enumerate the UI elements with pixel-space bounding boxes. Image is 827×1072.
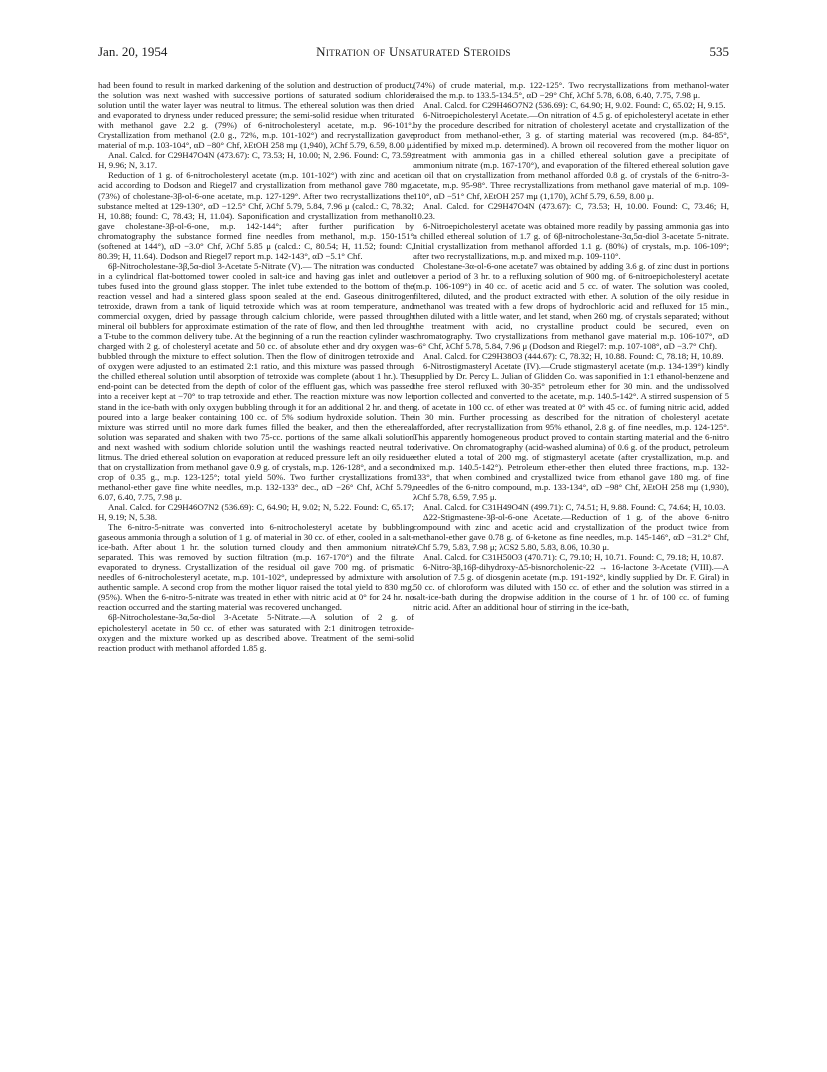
running-header [98,44,729,64]
header-date: Jan. 20, 1954 [98,44,168,59]
paragraph: Anal. Calcd. for C29H38O3 (444.67): C, 78.32; H, 10.88. Found: C, 78.18; H, 10.89. [423,351,724,362]
header-title: Nitration of Unsaturated Steroids [316,44,511,59]
paragraph: Reduction of 1 g. of 6-nitrocholesteryl acetate (m.p. 101-102°) with zinc and acetic acid according to Dodson and Riegel7 and crystallization from methanol gave 780 mg. (73%) of cholestane-3β-ol-6-one acetate, m.p. 127-129°. After two recrystallizations the substance melted at 129-130°, αD −12.5° Chf, λChf 5.79, 5.84, 7.96 μ (calcd.: C, 78.32; H, 10.88; found: C, 78.43; H, 11.04). Saponification and crystallization from methanol gave cholestane-3β-ol-6-one, m.p. 142-144°; after further purification by chromatography the substance formed fine needles from methanol, m.p. 150-151° (softened at 144°), αD −3.0° Chf, λChf 5.85 μ (calcd.: C, 80.54; H, 11.52; found: C, 80.39; H, 11.64). Dodson and Riegel7 report m.p. 142-143°, αD −5.1° Chf. [98,170,414,261]
paragraph: Anal. Calcd. for C29H46O7N2 (536.69): C, 64.90; H, 9.02; N, 5.22. Found: C, 65.17; H, 9.19; N, 5.38. [98,501,414,523]
paragraph: 6-Nitrostigmasteryl Acetate (IV).—Crude stigmasteryl acetate (m.p. 134-139°) kindly supplied by Dr. Percy L. Julian of Glidden Co. was saponified in 1:1 ethanol-benzene and the free sterol refluxed with 30-35° petroleum ether for 30 min. and the undissolved portion collected and converted to the acetate, m.p. 140.5-142°. A stirred suspension of 5 g. of acetate in 100 cc. of ether was treated at 0° with 45 cc. of fuming nitric acid, added in 30 min. Further processing as described for the nitration of cholesteryl acetate afforded, after recrystallization from 95% ethanol, 2.8 g. of fine needles, m.p. 124-125°. This apparently homogeneous product proved to contain starting material and the 6-nitro derivative. On chromatography (acid-washed alumina) of 0.6 g. of the product, petroleum ether eluted a total of 200 mg. of stigmasteryl acetate (after crystallization, m.p. and mixed m.p. 140.5-142°). Petroleum ether-ether then eluted three fractions, m.p. 132-133°, that when combined and crystallized twice from ethanol gave 180 mg. of fine needles of the 6-nitro compound, m.p. 133-134°, αD −98° Chf, λEtOH 258 mμ (1,930), λChf 5.78, 6.59, 7.95 μ. [413,361,729,502]
paragraph: Anal. Calcd. for C29H47O4N (473.67): C, 73.53; H, 10.00. Found: C, 73.46; H, 10.23. [413,200,729,221]
paragraph: Anal. Calcd. for C31H49O4N (499.71): C, 74.51; H, 9.88. Found: C, 74.64; H, 10.03. [423,501,726,512]
paragraph: 6-Nitro-3β,16β-dihydroxy-Δ5-bisnorcholenic-22 → 16-lactone 3-Acetate (VIII).—A solution of 7.5 g. of diosgenin acetate (m.p. 191-192°, kindly supplied by Dr. F. Giral) in 50 cc. of chloroform was diluted with 150 cc. of ether and the solution was stirred in a salt-ice-bath during the dropwise addition in the course of 1 hr. of 100 cc. of fuming nitric acid. After an additional hour of stirring in the ice-bath, [413,562,729,613]
paragraph: 6-Nitroepicholesteryl acetate was obtained more readily by passing ammonia gas into a chilled ethereal solution of 1.7 g. of 6β-nitrocholestane-3α,5α-diol 3-acetate 5-nitrate. Initial crystallization from methanol afforded 1.1 g. (80%) of crystals, m.p. 106-109°; after two recrystallizations, m.p. and mixed m.p. 109-110°. [413,220,729,261]
paragraph: Anal. Calcd. for C29H46O7N2 (536.69): C, 64.90; H, 9.02. Found: C, 65.02; H, 9.15. [423,100,726,111]
paragraph: Δ22-Stigmastene-3β-ol-6-one Acetate.—Reduction of 1 g. of the above 6-nitro compound with zinc and acetic acid and crystallization of the product twice from methanol-ether gave 0.78 g. of 6-ketone as fine needles, m.p. 145-146°, αD −31.2° Chf, λChf 5.79, 5.83, 7.98 μ; λCS2 5.80, 5.83, 8.06, 10.30 μ. [413,512,729,553]
paragraph: (74%) of crude material, m.p. 122-125°. Two recrystallizations from methanol-water raised the m.p. to 133.5-134.5°, αD −29° Chf, λChf 5.78, 6.08, 6.40, 7.75, 7.98 μ. [413,80,729,101]
paragraph: Anal. Calcd. for C31H50O3 (470.71): C, 79.10; H, 10.71. Found: C, 79.18; H, 10.87. [423,552,724,563]
paragraph: Anal. Calcd. for C29H47O4N (473.67): C, 73.53; H, 10.00; N, 2.96. Found: C, 73.59; H, 9.96; N, 3.17. [98,150,414,171]
page-number: 535 [709,44,729,59]
paragraph: The 6-nitro-5-nitrate was converted into 6-nitrocholesteryl acetate by bubbling gaseous ammonia through a solution of 1 g. of material in 30 cc. of ether, cooled in a salt-ice-bath. After about 1 hr. the solution turned cloudy and then ammonium nitrate separated. This was removed by suction filtration (m.p. 167-170°) and the filtrate evaporated to dryness. Crystallization of the residual oil gave 700 mg. of prismatic needles of 6-nitrocholesteryl acetate, m.p. 101-102°, undepressed by admixture with an authentic sample. A second crop from the mother liquor raised the total yield to 830 mg. (95%). When the 6-nitro-5-nitrate was treated in ether with nitric acid at 0° for 24 hr. no reaction occurred and the starting material was recovered unchanged. [98,522,414,613]
paragraph: Cholestane-3α-ol-6-one acetate7 was obtained by adding 3.6 g. of zinc dust in portions over a period of 3 hr. to a refluxing solution of 900 mg. of 6-nitroepicholesteryl acetate (m.p. 106-109°) in 40 cc. of acetic acid and 5 cc. of water. The solution was cooled, filtered, diluted, and the product extracted with ether. A solution of the oily residue in methanol was treated with a few drops of hydrochloric acid and refluxed for 15 min., then diluted with a little water, and let stand, when 260 mg. of crystals separated; without the treatment with acid, no crystalline product could be secured, even on chromatography. Two crystallizations from methanol gave material m.p. 106-107°, αD −6° Chf, λChf 5.78, 5.84, 7.96 μ (Dodson and Riegel7: m.p. 107-108°, αD −3.7° Chf). [413,260,729,352]
paragraph: 6-Nitroepicholesteryl Acetate.—On nitration of 4.5 g. of epicholesteryl acetate in ether by the procedure described for nitration of cholesteryl acetate and crystallization of the product from methanol-ether, 3 g. of starting material was recovered (m.p. 84-85°, identified by mixed m.p. determined). A brown oil recovered from the mother liquor on treatment with ammonia gas in a chilled ethereal solution gave a precipitate of ammonium nitrate (m.p. 167-170°), and evaporation of the filtered ethereal solution gave an oil that on crystallization from methanol afforded 0.8 g. of crystals of the 6-nitro-3-acetate, m.p. 95-98°. Three recrystallizations from methanol gave material of m.p. 109-110°, αD −51° Chf, λEtOH 257 mμ (1,170), λChf 5.79, 6.59, 8.00 μ. [413,110,729,201]
paragraph: 6β-Nitrocholestane-3α,5α-diol 3-Acetate 5-Nitrate.—A solution of 2 g. of epicholesteryl acetate in 50 cc. of ether was saturated with 2:1 dinitrogen tetroxide-oxygen and the mixture worked up as described above. Treatment of the semi-solid reaction product with methanol afforded 1.85 g. [98,612,414,653]
left-column [98,80,414,1065]
right-column [413,80,729,1065]
paragraph: had been found to result in marked darkening of the solution and destruction of product, the solution was next washed with successive portions of saturated sodium chloride solution until the water layer was neutral to litmus. The ethereal solution was then dried and evaporated to dryness under reduced pressure; the semi-solid residue when triturated with methanol gave 2.2 g. (79%) of 6-nitrocholesteryl acetate, m.p. 96-101°. Crystallization from methanol (2.0 g., 72%, m.p. 101-102°) and recrystallization gave material of m.p. 103-104°, αD −80° Chf, λEtOH 258 mμ (1,940), λChf 5.79, 6.59, 8.00 μ. [98,80,414,151]
paragraph: 6β-Nitrocholestane-3β,5α-diol 3-Acetate 5-Nitrate (V).— The nitration was conducted in a cylindrical flat-bottomed tower cooled in salt-ice and having gas inlet and outlet tubes fused into the ground glass stopper. The inlet tube extended to the bottom of the reaction vessel and had a sintered glass spoon sealed at the end. Gaseous dinitrogen tetroxide, drawn from a tank of liquid tetroxide which was at room temperature, and commercial oxygen, dried by passage through calcium chloride, were passed through mineral oil bubblers for approximate estimation of the rate of flow, and then led through a T-tube to the common delivery tube. At the beginning of a run the reaction cylinder was charged with 2 g. of cholesteryl acetate and 50 cc. of absolute ether and dry oxygen was bubbled through the mixture to effect solution. Then the flow of dinitrogen tetroxide and of oxygen were adjusted to an estimated 2:1 ratio, and this mixture was passed through the chilled ethereal solution until absorption of tetroxide was complete (about 1 hr.). The end-point can be detected from the depth of color of the effluent gas, which was passed into a receiver kept at −70° to trap tetroxide and ether. The reaction mixture was now let stand in the ice-bath with only oxygen bubbling through it for an additional 2 hr. and then poured into a large beaker containing 100 cc. of 5% sodium hydroxide solution. The mixture was stirred until no more dark fumes filled the beaker, and then the ethereal solution was separated and shaken with two 75-cc. portions of the same alkali solution and next washed with sodium chloride solution until the washings reacted neutral to litmus. The dried ethereal solution on evaporation at reduced pressure left an oily residue that on crystallization from methanol gave 0.9 g. of crystals, m.p. 126-128°, and a second crop of 0.35 g., m.p. 123-125°; total yield 50%. Two further crystallizations from methanol-ether gave fine white needles, m.p. 132-133° dec., αD −26° Chf, λChf 5.79, 6.07, 6.40, 7.75, 7.98 μ. [98,260,414,502]
